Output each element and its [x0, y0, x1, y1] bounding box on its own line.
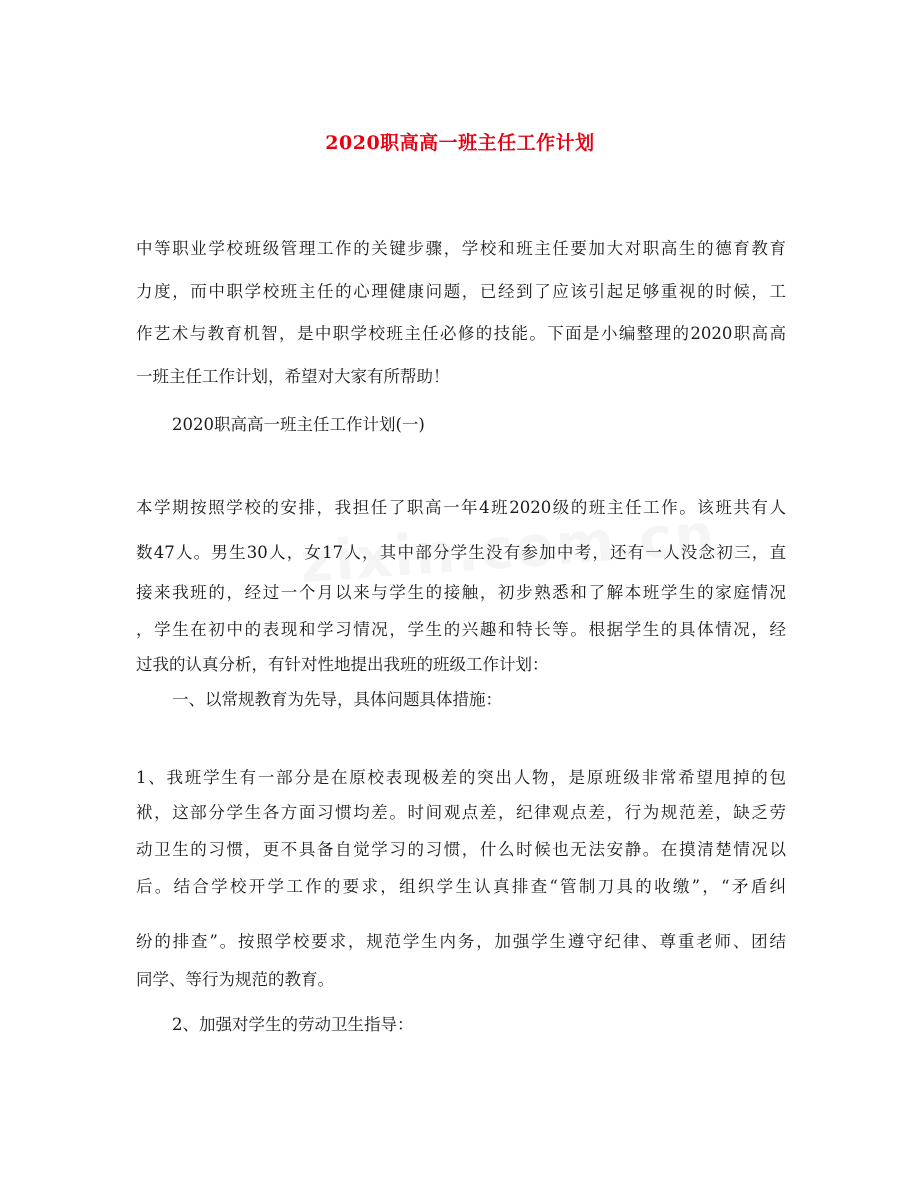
- intro-line: 作艺术与教育机智，是中职学校班主任必修的技能。下面是小编整理的2020职高高: [136, 324, 786, 343]
- paragraph-line: 过我的认真分析，有针对性地提出我班的班级工作计划：: [136, 655, 549, 674]
- list-item-heading: 2、加强对学生的劳动卫生指导：: [172, 1015, 414, 1034]
- document-title: 2020职高高一班主任工作计划: [325, 132, 595, 154]
- paragraph-line: 后。结合学校开学工作的要求，组织学生认真排查“管制刀具的收缴”，“矛盾纠: [136, 877, 786, 896]
- paragraph-line: 同学、等行为规范的教育。: [136, 970, 334, 989]
- paragraph-line: 本学期按照学校的安排，我担任了职高一年4班2020级的班主任工作。该班共有人: [136, 498, 786, 517]
- subheading: 一、以常规教育为先导，具体问题具体措施：: [172, 690, 502, 709]
- section-heading: 2020职高高一班主任工作计划(一): [172, 415, 425, 434]
- intro-line: 力度，而中职学校班主任的心理健康问题，已经到了应该引起足够重视的时候，工: [136, 282, 786, 301]
- paragraph-line: 纷的排查”。按照学校要求，规范学生内务，加强学生遵守纪律、尊重老师、团结: [136, 932, 786, 951]
- paragraph-line: ，学生在初中的表现和学习情况，学生的兴趣和特长等。根据学生的具体情况，经: [136, 620, 786, 639]
- intro-line: 一班主任工作计划，希望对大家有所帮助！: [136, 367, 450, 386]
- paragraph-line: 1、我班学生有一部分是在原校表现极差的突出人物，是原班级非常希望甩掉的包: [136, 768, 786, 787]
- paragraph-line: 接来我班的，经过一个月以来与学生的接触，初步熟悉和了解本班学生的家庭情况: [136, 583, 786, 602]
- intro-line: 中等职业学校班级管理工作的关键步骤，学校和班主任要加大对职高生的德育教育: [136, 239, 786, 258]
- paragraph-line: 数47人。男生30人，女17人，其中部分学生没有参加中考，还有一人没念初三，直: [136, 543, 786, 562]
- paragraph-line: 动卫生的习惯，更不具备自觉学习的习惯，什么时候也无法安静。在摸清楚情况以: [136, 840, 786, 859]
- paragraph-line: 袱，这部分学生各方面习惯均差。时间观点差，纪律观点差，行为规范差，缺乏劳: [136, 803, 786, 822]
